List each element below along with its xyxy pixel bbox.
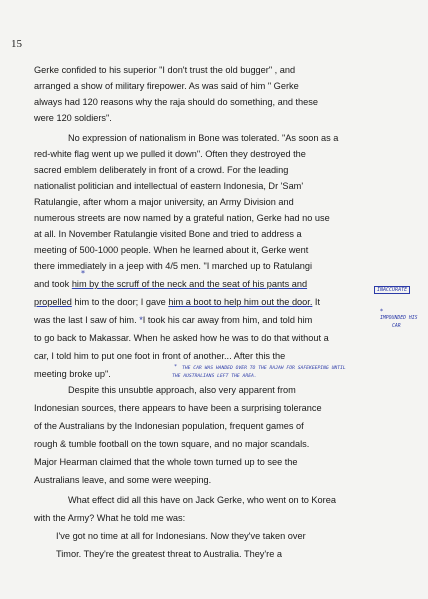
text-line: Gerke confided to his superior "I don't trust the old bugger" , and: [34, 65, 296, 75]
text-line: of the Australians by the Indonesian population, frequent games of: [34, 421, 304, 431]
text-line: with the Army? What he told me was:: [34, 513, 186, 523]
text-line: were 120 soldiers".: [34, 113, 112, 123]
quote-line: Timor. They're the greatest threat to Australia. They're a: [56, 549, 282, 559]
quote-line: I've got no time at all for Indonesians. Now they've taken over: [56, 531, 306, 541]
margin-note: CAR: [392, 324, 401, 329]
text-line: at all. In November Ratulangie visited Bone and tried to address a: [34, 229, 302, 239]
page-number: 15: [11, 38, 22, 50]
text-line: Australians leave, and some were weeping.: [34, 475, 212, 485]
text-line: meeting broke up".: [34, 369, 111, 379]
text-line: to go back to Makassar. When he asked how he was to do that without a: [34, 333, 329, 343]
text-line: numerous streets are now named by a grateful nation, Gerke had no use: [34, 213, 330, 223]
margin-note: IMPOUNDED HIS: [380, 316, 418, 321]
text-line-annotated: [34, 314, 312, 326]
text-segment: and took: [34, 279, 72, 289]
text-line-annotated: [34, 296, 320, 308]
text-line: car, I told him to put one foot in front of another... After this the: [34, 351, 286, 361]
underlined-text: him a boot to help him out the door.: [168, 297, 313, 307]
handwritten-footnote: THE AUSTRALIANS LEFT THE AREA.: [172, 374, 257, 379]
handwritten-footnote: THE CAR WAS HANDED OVER TO THE RAJAH FOR SAFEKEEPING UNTIL: [182, 366, 346, 371]
text-line-annotated: [34, 278, 307, 290]
text-line: Indonesian sources, there appears to have been a surprising tolerance: [34, 403, 322, 413]
underlined-text: him by the scruff of the neck and the seat of his pants and: [71, 279, 308, 289]
text-line: Major Hearman claimed that the whole town turned up to see the: [34, 457, 298, 467]
text-segment: I took his car away from him, and told him: [142, 315, 313, 325]
text-line: nationalist politician and intellectual of eastern Indonesia, Dr 'Sam': [34, 181, 304, 191]
text-line: there immediately in a jeep with 4/5 men. "I marched up to Ratulangi: [34, 261, 313, 271]
text-line: Ratulangie, after whom a major university, an Army Division and: [34, 197, 294, 207]
text-segment: It: [312, 297, 321, 307]
text-line: red-white flag went up we pulled it down". Often they destroyed the: [34, 149, 306, 159]
handwritten-asterisk: *: [380, 308, 383, 315]
text-line: No expression of nationalism in Bone was tolerated. "As soon as a: [68, 133, 339, 143]
handwritten-asterisk: *: [174, 364, 178, 370]
handwritten-asterisk: *: [81, 269, 85, 278]
text-line: meeting of 500-1000 people. When he learned about it, Gerke went: [34, 245, 309, 255]
text-segment: was the last I saw of him.: [34, 315, 140, 325]
handwritten-asterisk: *: [139, 315, 143, 325]
text-line: always had 120 reasons why the raja should do something, and these: [34, 97, 318, 107]
text-line: rough & tumble football on the town square, and no major scandals.: [34, 439, 310, 449]
margin-box-note: INACCURATE: [374, 286, 410, 294]
text-line: arranged a show of military firepower. As was said of him " Gerke: [34, 81, 299, 91]
text-line: sacred emblem deliberately in front of a crowd. For the leading: [34, 165, 289, 175]
underlined-text: propelled: [34, 297, 72, 307]
text-line: Despite this unsubtle approach, also very apparent from: [68, 385, 296, 395]
text-line: What effect did all this have on Jack Gerke, who went on to Korea: [68, 495, 336, 505]
text-segment: him to the door; I gave: [71, 297, 169, 307]
